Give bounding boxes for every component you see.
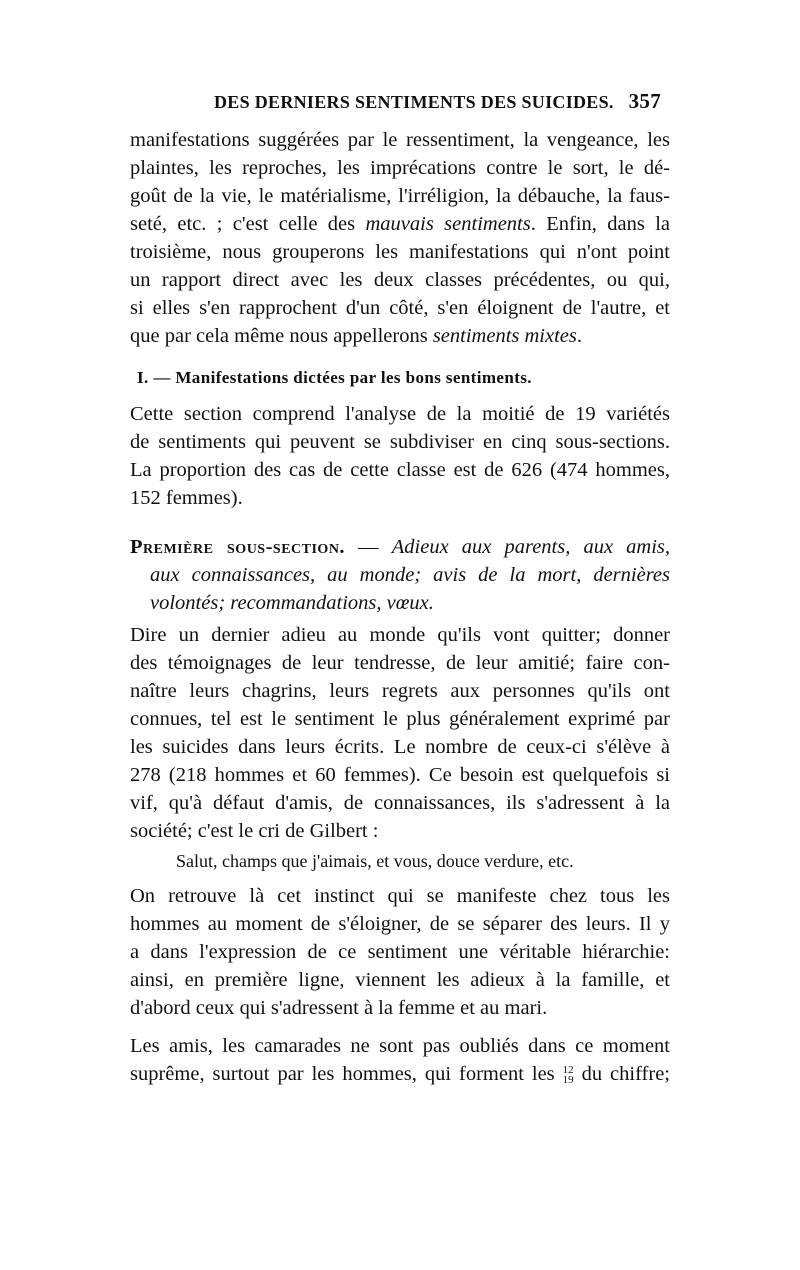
section-heading: I. — Manifestations dictées par les bons sentiments.	[137, 368, 532, 387]
verse-quote: Salut, champs que j'aimais, et vous, douce verdure, etc.	[176, 851, 574, 871]
text-line: volontés; recommandations, vœux.	[150, 592, 434, 614]
text-line: que par cela même nous appellerons sentiments mixtes.	[130, 325, 582, 347]
fraction: 12 19	[562, 1064, 574, 1087]
text-line: aux connaissances, au monde; avis de la mort, dernières	[150, 564, 670, 586]
text-line: Cette section comprend l'analyse de la moitié de 19 variétés	[130, 403, 670, 425]
italic-term: sentiments mixtes	[432, 325, 577, 347]
text-line: suprême, surtout par les hommes, qui forment les 12 19 du chiffre;	[130, 1063, 670, 1087]
text-line: 152 femmes).	[130, 487, 243, 509]
paragraph-friends	[130, 1032, 670, 1088]
text-line: 278 (218 hommes et 60 femmes). Ce besoin est quelquefois si	[130, 764, 670, 786]
text-line: vif, qu'à défaut d'amis, de connaissances, ils s'adressent à la	[130, 792, 670, 814]
text-line: naître leurs chagrins, leurs regrets aux personnes qu'ils ont	[130, 680, 670, 702]
text-line: hommes au moment de s'éloigner, de se séparer des leurs. Il y	[130, 913, 670, 935]
paragraph-intro	[130, 126, 670, 350]
text-line: plaintes, les reproches, les imprécations contre le sort, le dé-	[130, 157, 670, 179]
paragraph-instinct	[130, 882, 670, 1022]
text-line: manifestations suggérées par le ressentiment, la vengeance, les	[130, 129, 670, 151]
text-line: de sentiments qui peuvent se subdiviser en cinq sous-sections.	[130, 431, 670, 453]
text-line: des témoignages de leur tendresse, de leur amitié; faire con-	[130, 652, 670, 674]
text-line: La proportion des cas de cette classe est de 626 (474 hommes,	[130, 459, 670, 481]
text-line: un rapport direct avec les deux classes précédentes, ou qui,	[130, 269, 670, 291]
text-line: a dans l'expression de ce sentiment une véritable hiérarchie:	[130, 941, 670, 963]
text-line: seté, etc. ; c'est celle des mauvais sentiments. Enfin, dans la	[130, 213, 670, 235]
paragraph-farewells	[130, 621, 670, 845]
text-line: goût de la vie, le matérialisme, l'irréligion, la débauche, la faus-	[130, 185, 670, 207]
text-line: société; c'est le cri de Gilbert :	[130, 820, 379, 842]
text-line: On retrouve là cet instinct qui se manifeste chez tous les	[130, 885, 670, 907]
subsection-heading	[130, 533, 670, 617]
running-title: DES DERNIERS SENTIMENTS DES SUICIDES.	[214, 92, 614, 112]
text-line: Première sous-section. — Adieux aux parents, aux amis,	[130, 536, 670, 558]
text-line: Les amis, les camarades ne sont pas oubliés dans ce moment	[130, 1035, 670, 1057]
text-line: troisième, nous grouperons les manifestations qui n'ont point	[130, 241, 670, 263]
text-line: ainsi, en première ligne, viennent les adieux à la famille, et	[130, 969, 670, 991]
text-line: Dire un dernier adieu au monde qu'ils vont quitter; donner	[130, 624, 670, 646]
text-line: d'abord ceux qui s'adressent à la femme et au mari.	[130, 997, 548, 1019]
subsection-lead: Première sous-section.	[130, 536, 346, 558]
text-line: les suicides dans leurs écrits. Le nombre de ceux-ci s'élève à	[130, 736, 670, 758]
italic-term: mauvais sentiments	[365, 213, 531, 235]
paragraph-section-summary	[130, 400, 670, 512]
text-line: connues, tel est le sentiment le plus généralement exprimé par	[130, 708, 670, 730]
text-line: si elles s'en rapprochent d'un côté, s'en éloignent de l'autre, et	[130, 297, 670, 319]
page-number: 357	[628, 89, 661, 113]
